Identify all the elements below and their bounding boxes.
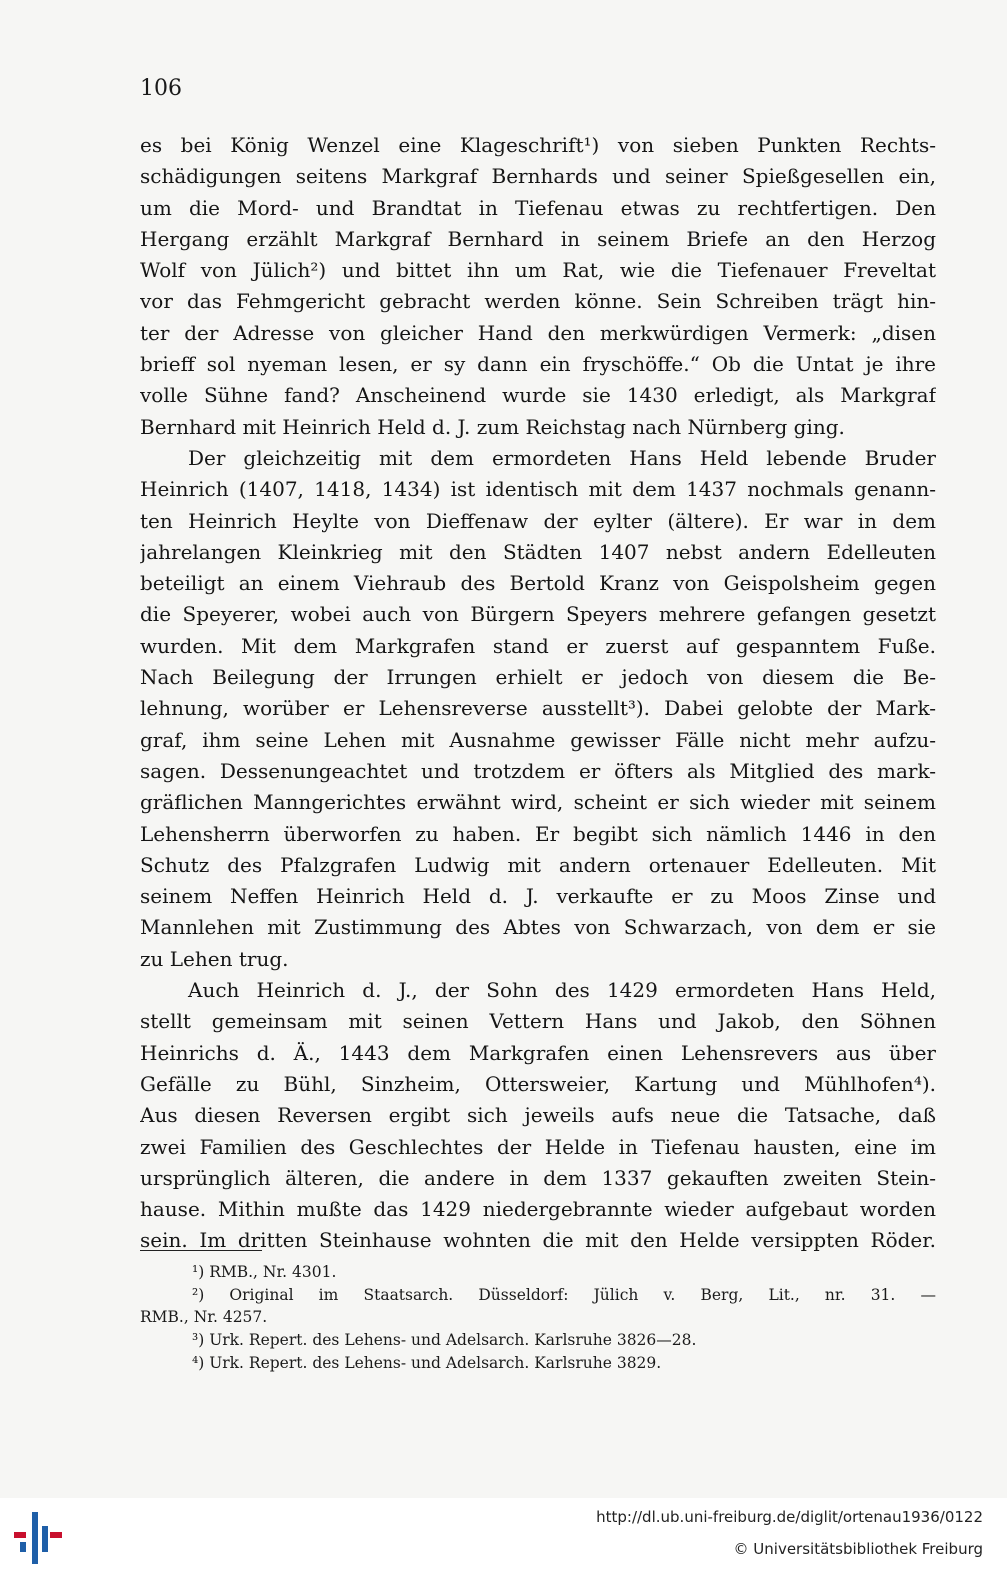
text-line: Nach Beilegung der Irrungen erhielt er jedoch von diesem die Be- [140, 665, 936, 690]
text-line: Mannlehen mit Zustimmung des Abtes von Schwarzach, von dem er sie [140, 915, 936, 940]
text-line: Gefälle zu Bühl, Sinzheim, Ottersweier, Kartung und Mühlhofen⁴). [140, 1071, 936, 1096]
text-line: graf, ihm seine Lehen mit Ausnahme gewisser Fälle nicht mehr aufzu- [140, 727, 936, 752]
text-line: Hergang erzählt Markgraf Bernhard in seinem Briefe an den Herzog [140, 226, 936, 251]
text-line: Aus diesen Reversen ergibt sich jeweils aufs neue die Tatsache, daß [140, 1103, 936, 1128]
footnote-3: ³) Urk. Repert. des Lehens- und Adelsarch. Karlsruhe 3826—28. [192, 1331, 697, 1350]
page-number: 106 [140, 76, 182, 101]
text-line: wurden. Mit dem Markgrafen stand er zuerst auf gespanntem Fuße. [140, 633, 936, 658]
text-line: Wolf von Jülich²) und bittet ihn um Rat, wie die Tiefenauer Freveltat [140, 258, 936, 283]
text-line: Auch Heinrich d. J., der Sohn des 1429 ermordeten Hans Held, [188, 978, 936, 1003]
footnote-1: ¹) RMB., Nr. 4301. [192, 1263, 337, 1281]
text-line: es bei König Wenzel eine Klageschrift¹) von sieben Punkten Rechts- [140, 133, 936, 157]
source-url[interactable]: http://dl.ub.uni-freiburg.de/diglit/ortenau1936/0122 [596, 1508, 983, 1526]
text-line: sagen. Dessenungeachtet und trotzdem er öfters als Mitglied des mark- [140, 758, 936, 783]
text-line: um die Mord- und Brandtat in Tiefenau etwas zu rechtfertigen. Den [140, 195, 936, 220]
text-line: Lehensherrn überworfen zu haben. Er begibt sich nämlich 1446 in den [140, 821, 936, 846]
footnote-divider [140, 1250, 262, 1251]
text-line: hause. Mithin mußte das 1429 niedergebrannte wieder aufgebaut worden [140, 1197, 936, 1222]
text-line: Der gleichzeitig mit dem ermordeten Hans Held lebende Bruder [188, 445, 936, 470]
text-line: Heinrich (1407, 1418, 1434) ist identisch mit dem 1437 nochmals genann- [140, 477, 936, 502]
footnote-4: ⁴) Urk. Repert. des Lehens- und Adelsarch. Karlsruhe 3829. [192, 1353, 662, 1372]
text-line: stellt gemeinsam mit seinen Vettern Hans und Jakob, den Söhnen [140, 1009, 936, 1034]
text-line: schädigungen seitens Markgraf Bernhards und seiner Spießgesellen ein, [140, 164, 936, 189]
text-line: ter der Adresse von gleicher Hand den merkwürdigen Vermerk: „disen [140, 320, 936, 345]
text-line: zwei Familien des Geschlechtes der Helde in Tiefenau hausten, eine im [140, 1134, 936, 1159]
text-line: Schutz des Pfalzgrafen Ludwig mit andern ortenauer Edelleuten. Mit [140, 852, 936, 877]
text-line: volle Sühne fand? Anscheinend wurde sie 1430 erledigt, als Markgraf [140, 383, 936, 408]
ub-freiburg-logo-icon [12, 1506, 64, 1566]
viewer-footer [0, 1498, 1007, 1572]
text-line: die Speyerer, wobei auch von Bürgern Speyers mehrere gefangen gesetzt [140, 602, 936, 627]
body-text [140, 130, 936, 1257]
footnote-2: ²) Original im Staatsarch. Düsseldorf: Jülich v. Berg, Lit., nr. 31. — [192, 1285, 936, 1304]
text-line: Heinrichs d. Ä., 1443 dem Markgrafen einen Lehensrevers aus über [140, 1040, 936, 1065]
text-line: zu Lehen trug. [140, 946, 289, 971]
footnotes [140, 1261, 936, 1374]
text-line: Bernhard mit Heinrich Held d. J. zum Reichstag nach Nürnberg ging. [140, 414, 845, 439]
text-line: beteiligt an einem Viehraub des Bertold Kranz von Geispolsheim gegen [140, 571, 936, 596]
text-line: gräflichen Manngerichtes erwähnt wird, scheint er sich wieder mit seinem [140, 790, 936, 815]
text-line: sein. Im dritten Steinhause wohnten die mit den Helde versippten Röder. [140, 1228, 936, 1253]
text-line: ursprünglich älteren, die andere in dem 1337 gekauften zweiten Stein- [140, 1165, 936, 1190]
text-line: seinem Neffen Heinrich Held d. J. verkaufte er zu Moos Zinse und [140, 884, 936, 909]
footnote-2-continuation: RMB., Nr. 4257. [140, 1308, 268, 1327]
text-line: brieff sol nyeman lesen, er sy dann ein fryschöffe.“ Ob die Untat je ihre [140, 352, 936, 377]
text-line: lehnung, worüber er Lehensreverse ausstellt³). Dabei gelobte der Mark- [140, 696, 936, 721]
copyright-notice: © Universitätsbibliothek Freiburg [733, 1540, 983, 1558]
text-line: vor das Fehmgericht gebracht werden könne. Sein Schreiben trägt hin- [140, 289, 936, 314]
text-line: jahrelangen Kleinkrieg mit den Städten 1407 nebst andern Edelleuten [140, 539, 936, 564]
text-line: ten Heinrich Heylte von Dieffenaw der eylter (ältere). Er war in dem [140, 508, 936, 533]
